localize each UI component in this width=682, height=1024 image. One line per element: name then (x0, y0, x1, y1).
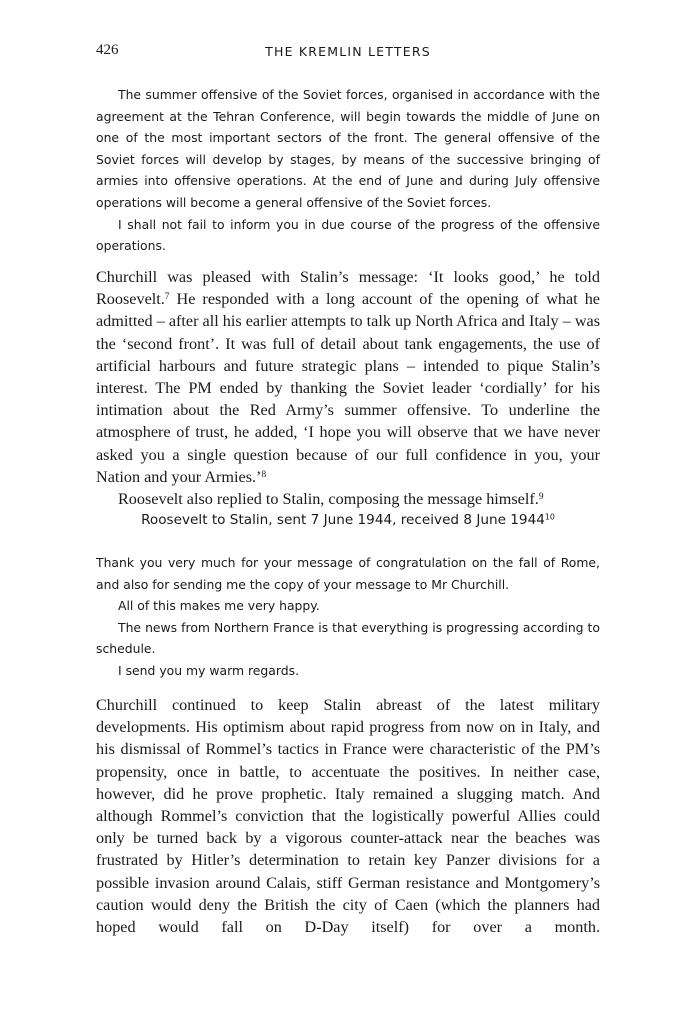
footnote-marker: 9 (538, 491, 544, 502)
footnote-marker: 7 (164, 292, 170, 303)
letter-paragraph: I send you my warm regards. (118, 662, 300, 678)
page-number: 426 (96, 42, 119, 58)
book-page (96, 0, 600, 1024)
footnote-marker: 8 (261, 469, 267, 480)
narrative-text: Roosevelt also replied to Stalin, composing the message himself. (118, 490, 539, 509)
letter-paragraph: The summer offensive of the Soviet forces, organised in accordance with the agreement at the Tehran Conference, will begin towards the middle of June on one of the most important sectors of the front. The general offensive of the Soviet forces will develop by stages, by means of the successive bringing of armies into offensive operations. At the end of June and during July offensive operations will become a general offensive of the Soviet forces. (96, 87, 600, 210)
letter-heading-text: Roosevelt to Stalin, sent 7 June 1944, received 8 June 1944 (141, 512, 545, 528)
letter-paragraph: All of this makes me very happy. (118, 598, 320, 614)
letter-text-roosevelt (96, 552, 600, 682)
narrative-text: Churchill was pleased with Stalin’s message: ‘It looks good,’ he told Roosevelt. (96, 268, 600, 309)
page-header (96, 40, 600, 64)
narrative-section-1 (96, 266, 600, 510)
narrative-section-2 (96, 694, 600, 938)
footnote-marker: 10 (544, 512, 555, 522)
narrative-paragraph (96, 266, 600, 488)
letter-paragraph: I shall not fail to inform you in due course of the progress of the offensive operations. (96, 216, 600, 254)
letter-text-stalin (96, 84, 600, 257)
narrative-paragraph (96, 488, 600, 510)
running-head: THE KREMLIN LETTERS (265, 44, 431, 59)
letter-paragraph: The news from Northern France is that everything is progressing according to schedule. (96, 619, 600, 657)
narrative-text: He responded with a long account of the opening of what he admitted – after all his earlier attempts to talk up North Africa and Italy – was the ‘second front’. It was full of detail about tank engagements, the use of artificial harbours and future strategic plans – intended to pique Stalin’s interest. The PM ended by thanking the Soviet leader ‘cordially’ for his intimation about the Red Army’s summer offensive. To underline the atmosphere of trust, he added, ‘I hope you will observe that we have never asked you a single question because of our full confidence in you, your Nation and your Armies.’ (96, 290, 600, 486)
letter-paragraph: Thank you very much for your message of congratulation on the fall of Rome, and also for sending me the copy of your message to Mr Churchill. (96, 555, 600, 592)
letter-heading (96, 510, 600, 530)
narrative-paragraph: Churchill continued to keep Stalin abreast of the latest military developments. His optimism about rapid progress from now on in Italy, and his dismissal of Rommel’s tactics in France were characteristic of the PM’s propensity, once in battle, to accentuate the positives. In neither case, however, did he prove prophetic. Italy remained a slugging match. And although Rommel’s conviction that the logistically powerful Allies could only be turned back by a vigorous counter-attack near the beaches was frustrated by Hitler’s determination to retain key Panzer divisions for a possible invasion around Calais, stiff German resistance and Montgomery’s caution would deny the British the city of Caen (which the planners had hoped would fall on D-Day itself) for over a month. (96, 696, 600, 937)
